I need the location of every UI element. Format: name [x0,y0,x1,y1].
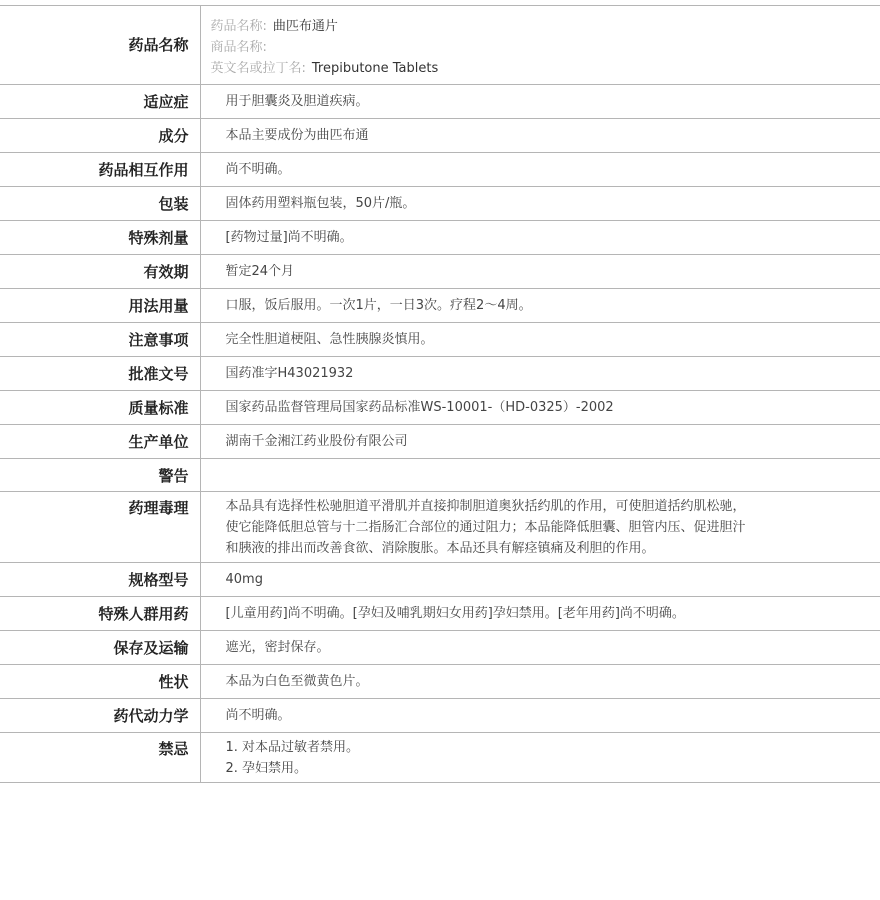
english-name-key: 英文名或拉丁名: [210,61,306,76]
row-label: 保存及运输 [0,631,200,665]
row-value: 尚不明确。 [200,153,880,187]
row-warning [0,459,880,492]
paragraph-line: 和胰液的排出而改善食欲、消除腹胀。本品还具有解痉镇痛及利胆的作用。 [225,541,655,556]
row-label: 批准文号 [0,357,200,391]
generic-name-value: 曲匹布通片 [272,19,338,34]
row-value: 完全性胆道梗阻、急性胰腺炎慎用。 [200,323,880,357]
row-interactions [0,153,880,187]
row-label: 质量标准 [0,391,200,425]
row-approval-number [0,357,880,391]
row-label: 药代动力学 [0,699,200,733]
row-value: 本品为白色至微黄色片。 [200,665,880,699]
row-storage [0,631,880,665]
row-label: 警告 [0,459,200,492]
row-value: 国家药品监督管理局国家药品标准WS-10001-（HD-0325）-2002 [200,391,880,425]
row-manufacturer [0,425,880,459]
row-label: 适应症 [0,85,200,119]
row-quality-standard [0,391,880,425]
row-label: 有效期 [0,255,200,289]
row-drug-name [0,6,880,85]
row-value [200,459,880,492]
row-label: 注意事项 [0,323,200,357]
row-value: 40mg [200,563,880,597]
row-value: 国药准字H43021932 [200,357,880,391]
row-value: 口服，饭后服用。一次1片，一日3次。疗程2～4周。 [200,289,880,323]
row-label: 性状 [0,665,200,699]
list-item: 1. 对本品过敏者禁用。 [225,740,360,755]
paragraph-line: 本品具有选择性松驰胆道平滑肌并直接抑制胆道奥狄括约肌的作用，可使胆道括约肌松驰， [225,499,746,514]
row-value: 尚不明确。 [200,699,880,733]
row-value: 用于胆囊炎及胆道疾病。 [200,85,880,119]
row-value: [儿童用药]尚不明确。[孕妇及哺乳期妇女用药]孕妇禁用。[老年用药]尚不明确。 [200,597,880,631]
row-label: 用法用量 [0,289,200,323]
row-specification [0,563,880,597]
row-label: 成分 [0,119,200,153]
row-special-populations [0,597,880,631]
generic-name-line [211,16,880,37]
row-value: 遮光，密封保存。 [200,631,880,665]
row-indications [0,85,880,119]
row-label: 规格型号 [0,563,200,597]
row-appearance [0,665,880,699]
generic-name-key: 药品名称: [210,19,267,34]
row-label: 生产单位 [0,425,200,459]
row-ingredients [0,119,880,153]
row-label: 特殊剂量 [0,221,200,255]
row-pharmacology [0,492,880,563]
row-value [200,733,880,783]
trade-name-key: 商品名称: [210,40,267,55]
row-shelf-life [0,255,880,289]
drug-name-block [200,6,880,85]
row-label: 药品相互作用 [0,153,200,187]
row-packaging [0,187,880,221]
drug-info-table [0,5,880,783]
row-value: [药物过量]尚不明确。 [200,221,880,255]
row-label: 药品名称 [0,6,200,85]
english-name-value: Trepibutone Tablets [311,61,439,76]
row-label: 包装 [0,187,200,221]
row-contraindications [0,733,880,783]
row-label: 特殊人群用药 [0,597,200,631]
row-value: 暂定24个月 [200,255,880,289]
row-value: 湖南千金湘江药业股份有限公司 [200,425,880,459]
row-special-dosage [0,221,880,255]
row-value: 本品主要成份为曲匹布通 [200,119,880,153]
paragraph-line: 使它能降低胆总管与十二指肠汇合部位的通过阻力；本品能降低胆囊、胆管内压、促进胆汁 [225,520,746,535]
row-pharmacokinetics [0,699,880,733]
row-value: 固体药用塑料瓶包装，50片/瓶。 [200,187,880,221]
row-precautions [0,323,880,357]
row-label: 药理毒理 [0,492,200,563]
row-dosage [0,289,880,323]
row-value [200,492,880,563]
trade-name-line [211,37,880,58]
list-item: 2. 孕妇禁用。 [225,761,308,776]
row-label: 禁忌 [0,733,200,783]
english-name-line [211,58,880,79]
